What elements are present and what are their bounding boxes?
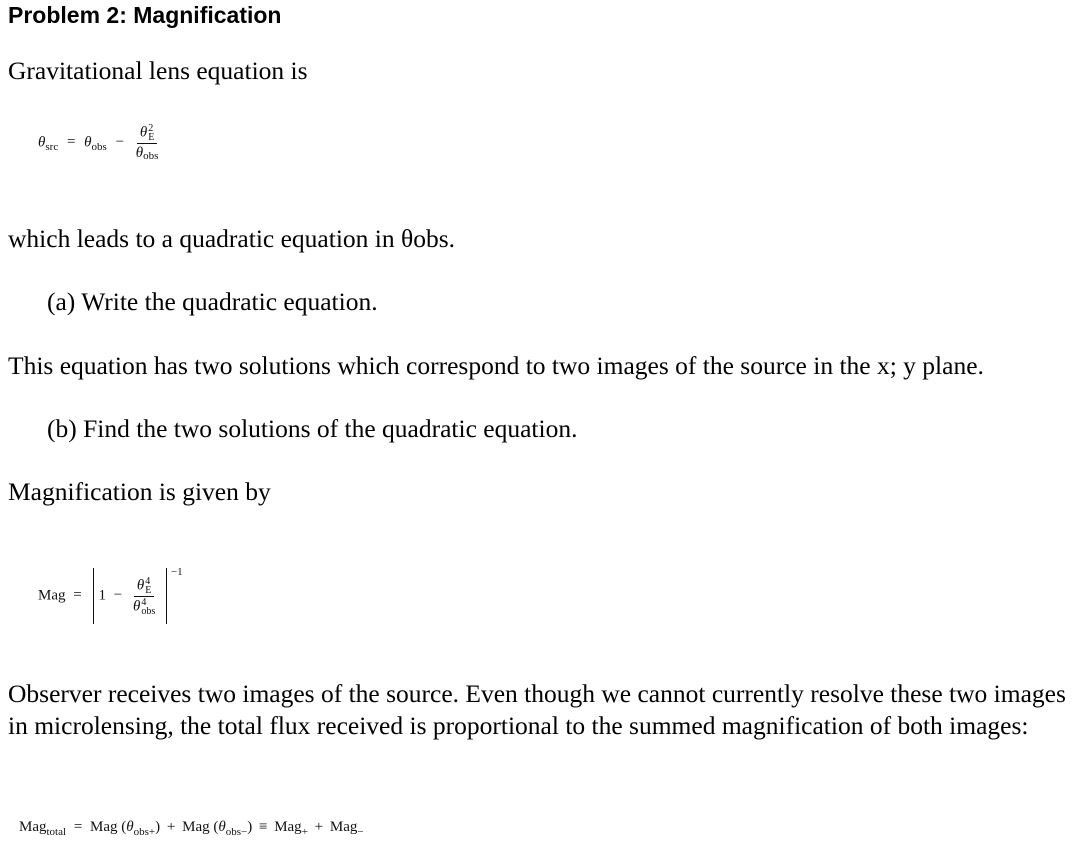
denominator-sub: obs: [141, 605, 156, 617]
two-solutions-text: This equation has two solutions which correspond to two images of the source in the x; y plane.: [8, 351, 984, 380]
equivalence-sign: ≡: [258, 819, 268, 835]
mag-given-text: Magnification is given by: [8, 477, 271, 506]
numerator-sup: 2: [148, 123, 154, 134]
mag-total: Mag: [19, 819, 47, 835]
einstein-fraction: [133, 124, 162, 162]
mag-minus: Mag: [329, 819, 358, 835]
problem-title: Problem 2: Magnification: [8, 2, 282, 28]
open-paren: (: [121, 819, 127, 835]
minus-sign: −: [113, 587, 123, 604]
denominator-theta: θ: [135, 145, 144, 161]
magnification-equation: [38, 568, 183, 624]
mag-total-sub: total: [46, 826, 67, 838]
numerator-theta: θ: [136, 576, 145, 593]
intro-text: Gravitational lens equation is: [8, 56, 308, 85]
theta-obs-minus: θ: [218, 819, 226, 835]
mag-minus-sub: −: [357, 826, 364, 838]
theta-src: θ: [38, 134, 46, 151]
part-a: (a) Write the quadratic equation.: [47, 287, 378, 316]
close-paren: ): [247, 819, 253, 835]
equals-sign: =: [66, 134, 76, 151]
mag-plus-sub: +: [301, 826, 308, 838]
open-paren: (: [213, 819, 219, 835]
observer-paragraph: Observer receives two images of the source. Even though we cannot currently resolve these two images in microlensing, the total flux received is proportional to the summed magnification of both images:: [8, 679, 1066, 740]
theta-obs: θ: [84, 134, 92, 151]
denominator-sup: 4: [141, 596, 147, 608]
plus-sign: +: [314, 819, 324, 835]
leads-text: which leads to a quadratic equation in θobs.: [8, 224, 456, 253]
equals-sign: =: [73, 587, 82, 604]
plus-sign: +: [166, 819, 176, 835]
theta-obs-sub: obs: [91, 141, 107, 154]
close-paren: ): [155, 819, 161, 835]
lens-equation: [38, 124, 161, 162]
minus-sign: −: [115, 134, 125, 151]
mag-plus: Mag: [274, 819, 302, 835]
abs-bar-right: [166, 568, 167, 624]
theta-obs-plus: θ: [126, 819, 134, 835]
mag-plus-fn: Mag: [90, 819, 118, 835]
total-magnification-equation: [19, 818, 364, 837]
theta-obs-minus-sub: obs−: [225, 826, 248, 838]
numerator-sub: E: [145, 584, 152, 596]
theta-ratio-fraction: [130, 577, 158, 616]
denominator-theta: θ: [132, 597, 141, 614]
denominator-sub: obs: [143, 150, 159, 162]
power-minus-one: −1: [170, 566, 183, 579]
numerator-sup: 4: [145, 575, 151, 587]
numerator-sub: E: [148, 132, 155, 143]
abs-bar-left: [93, 568, 94, 624]
one: 1: [98, 587, 106, 604]
numerator-theta: θ: [139, 124, 148, 141]
theta-src-sub: src: [45, 141, 59, 154]
mag-lhs: Mag: [38, 587, 66, 604]
theta-obs-plus-sub: obs+: [133, 826, 156, 838]
equals-sign: =: [73, 819, 83, 835]
mag-minus-fn: Mag: [182, 819, 210, 835]
part-b: (b) Find the two solutions of the quadratic equation.: [47, 414, 578, 443]
